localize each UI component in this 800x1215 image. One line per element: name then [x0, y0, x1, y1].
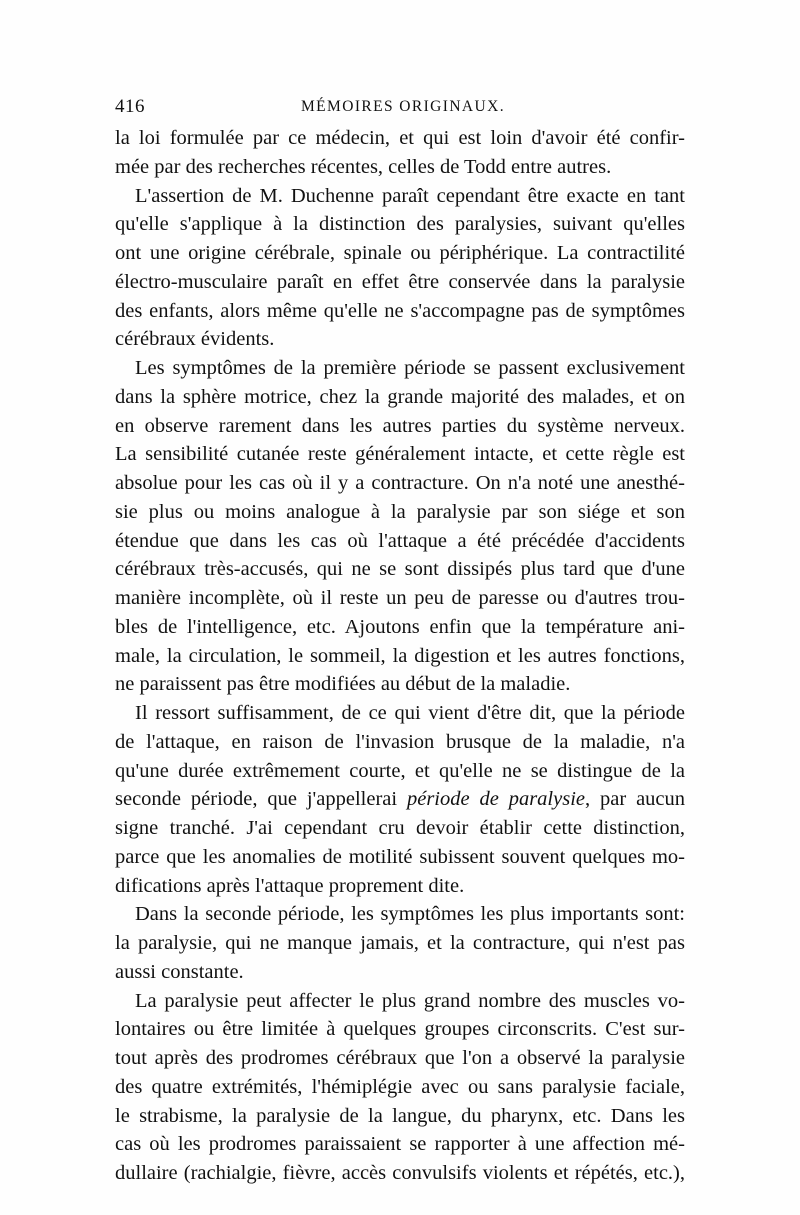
text-line: manière incomplète, où il reste un peu de paresse ou d'autres trou- — [115, 587, 685, 609]
text-line: sie plus ou moins analogue à la paralysie par son siége et son — [115, 500, 685, 523]
text-line: ne paraissent pas être modifiées au début de la maladie. — [115, 673, 571, 696]
text-line: le strabisme, la paralysie de la langue, du pharynx, etc. Dans les — [115, 1104, 685, 1127]
line-segment: seconde période, que j'appellerai — [115, 788, 398, 811]
text-line: difications après l'attaque proprement dite. — [115, 874, 465, 897]
italic-phrase: période de paralysie — [406, 788, 585, 811]
text-line: L'assertion de M. Duchenne paraît cependant être exacte en tant — [135, 184, 685, 207]
text-line: en observe rarement dans les autres parties du système nerveux. — [115, 414, 685, 437]
page-header — [115, 96, 685, 120]
text-line: Il ressort suffisamment, de ce qui vient d'être dit, que la période — [135, 702, 685, 724]
page-number: 416 — [115, 96, 145, 117]
body-text — [115, 124, 685, 1188]
text-line: bles de l'intelligence, etc. Ajoutons enfin que la température ani- — [115, 615, 685, 638]
text-line: qu'elle s'applique à la distinction des paralysies, suivant qu'elles — [115, 213, 685, 236]
text-line: male, la circulation, le sommeil, la digestion et les autres fonctions, — [115, 644, 685, 667]
text-line: lontaires ou être limitée à quelques groupes circonscrits. C'est sur- — [115, 1018, 685, 1041]
text-line: absolue pour les cas où il y a contracture. On n'a noté une anesthé- — [115, 472, 685, 494]
text-line: ont une origine cérébrale, spinale ou périphérique. La contractilité — [115, 242, 685, 264]
text-line: Dans la seconde période, les symptômes les plus importants sont: — [135, 903, 685, 926]
text-line: électro-musculaire paraît en effet être conservée dans la paralysie — [115, 270, 685, 293]
text-line: parce que les anomalies de motilité subissent souvent quelques mo- — [115, 845, 685, 868]
text-line: de l'attaque, en raison de l'invasion brusque de la maladie, n'a — [115, 730, 685, 753]
text-line: signe tranché. J'ai cependant cru devoir établir cette distinction, — [115, 817, 685, 839]
text-line: La sensibilité cutanée reste généralement intacte, et cette règle est — [115, 443, 685, 466]
text-line: qu'une durée extrêmement courte, et qu'elle ne se distingue de la — [115, 759, 685, 782]
text-line: des quatre extrémités, l'hémiplégie avec ou sans paralysie faciale, — [115, 1075, 685, 1098]
text-line: Les symptômes de la première période se passent exclusivement — [135, 357, 685, 379]
text-line: cérébraux évidents. — [115, 328, 275, 351]
text-line: la paralysie, qui ne manque jamais, et la contracture, qui n'est pas — [115, 932, 685, 954]
text-line: des enfants, alors même qu'elle ne s'accompagne pas de symptômes — [115, 299, 685, 322]
running-head: MÉMOIRES ORIGINAUX. — [301, 98, 505, 115]
line-segment: , par aucun — [585, 788, 686, 811]
text-line: la loi formulée par ce médecin, et qui est loin d'avoir été confir- — [115, 127, 685, 149]
text-line-with-italic — [115, 785, 685, 814]
text-line: cérébraux très-accusés, qui ne se sont dissipés plus tard que d'une — [115, 558, 685, 581]
text-line: dullaire (rachialgie, fièvre, accès convulsifs violents et répétés, etc.), — [115, 1162, 685, 1184]
text-line: mée par des recherches récentes, celles de Todd entre autres. — [115, 155, 612, 178]
text-line: étendue que dans les cas où l'attaque a été précédée d'accidents — [115, 529, 685, 552]
text-line: aussi constante. — [115, 960, 244, 983]
text-line: dans la sphère motrice, chez la grande majorité des malades, et on — [115, 385, 685, 408]
text-line: cas où les prodromes paraissaient se rapporter à une affection mé- — [115, 1133, 685, 1156]
text-line: tout après des prodromes cérébraux que l'on a observé la paralysie — [115, 1047, 685, 1069]
text-line: La paralysie peut affecter le plus grand nombre des muscles vo- — [135, 989, 685, 1012]
